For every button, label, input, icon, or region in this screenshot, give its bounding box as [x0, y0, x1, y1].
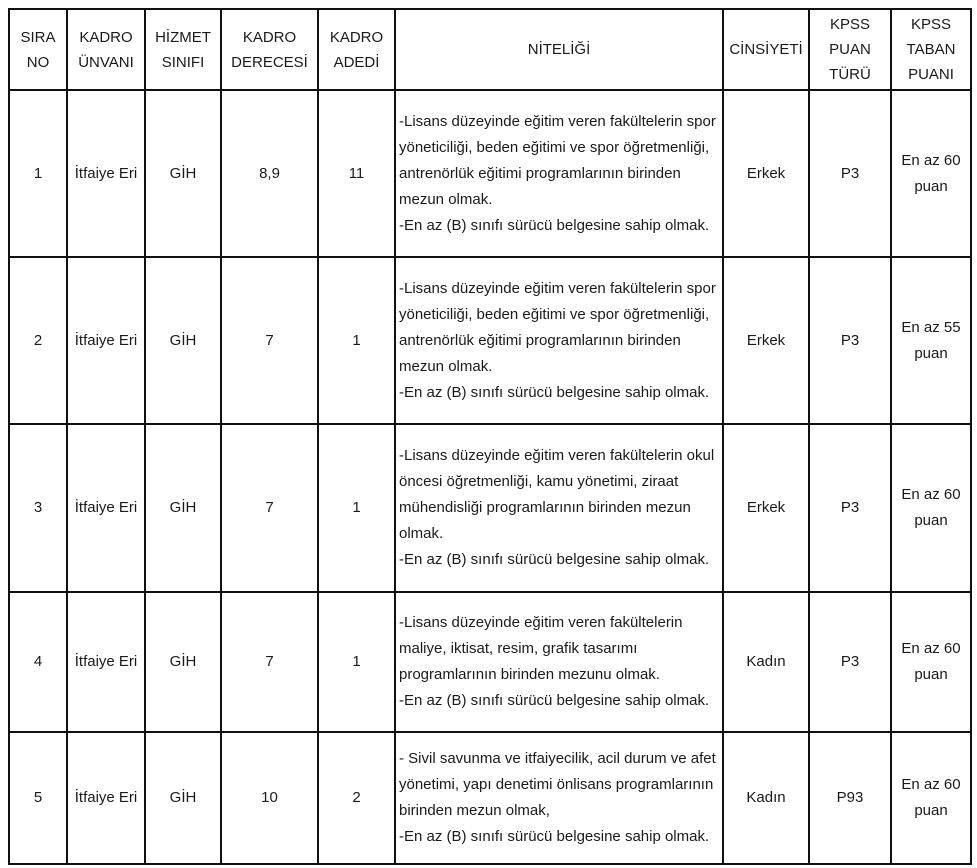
table-row: [9, 424, 971, 592]
cell-kpss-taban-puani: En az 60 puan: [891, 424, 971, 592]
cell-kadro-adedi: 1: [318, 592, 395, 732]
cell-kadro-derecesi: 7: [221, 424, 318, 592]
col-header-cinsiyeti: CİNSİYETİ: [723, 9, 809, 90]
cell-cinsiyeti: Kadın: [723, 592, 809, 732]
cell-hizmet-sinifi: GİH: [145, 257, 221, 424]
cell-kadro-unvani: İtfaiye Eri: [67, 424, 145, 592]
cell-kpss-puan-turu: P3: [809, 90, 891, 257]
col-header-kadro-unvani: KADRO ÜNVANI: [67, 9, 145, 90]
col-header-kadro-derecesi: KADRO DERECESİ: [221, 9, 318, 90]
cell-kadro-derecesi: 7: [221, 592, 318, 732]
table-row: [9, 90, 971, 257]
cell-niteligi: [395, 90, 723, 257]
qualification-item: -En az (B) sınıfı sürücü belgesine sahip olmak.: [399, 383, 710, 401]
col-header-kpss-puan-turu: KPSS PUAN TÜRÜ: [809, 9, 891, 90]
cell-niteligi: [395, 592, 723, 732]
col-header-kpss-taban-puani: KPSS TABAN PUANI: [891, 9, 971, 90]
col-header-sira-no: SIRA NO: [9, 9, 67, 90]
cell-hizmet-sinifi: GİH: [145, 592, 221, 732]
cell-niteligi: [395, 257, 723, 424]
table-row: [9, 732, 971, 864]
cell-kpss-taban-puani: En az 60 puan: [891, 592, 971, 732]
cell-hizmet-sinifi: GİH: [145, 90, 221, 257]
cell-niteligi: [395, 732, 723, 864]
qualification-item: -En az (B) sınıfı sürücü belgesine sahip olmak.: [399, 828, 710, 845]
cell-kadro-derecesi: 7: [221, 257, 318, 424]
cell-kadro-unvani: İtfaiye Eri: [67, 592, 145, 732]
cell-kadro-unvani: İtfaiye Eri: [67, 90, 145, 257]
cell-kpss-puan-turu: P3: [809, 424, 891, 592]
cell-kadro-unvani: İtfaiye Eri: [67, 257, 145, 424]
cell-sira-no: 3: [9, 424, 67, 592]
qualification-item: - Sivil savunma ve itfaiyecilik, acil durum ve afet yönetimi, yapı denetimi önlisans programlarının birinden mezun olmak,: [399, 750, 716, 819]
cell-kadro-derecesi: 8,9: [221, 90, 318, 257]
cell-sira-no: 2: [9, 257, 67, 424]
cell-kadro-adedi: 11: [318, 90, 395, 257]
cell-kadro-unvani: İtfaiye Eri: [67, 732, 145, 864]
cell-kpss-taban-puani: En az 60 puan: [891, 732, 971, 864]
qualification-item: -Lisans düzeyinde eğitim veren fakültelerin spor yöneticiliği, beden eğitimi ve spor öğretmenliği, antrenörlük eğitimi programlarının birinden mezun olmak.: [399, 279, 716, 375]
cell-niteligi: [395, 424, 723, 592]
cell-kpss-puan-turu: P3: [809, 257, 891, 424]
cell-sira-no: 4: [9, 592, 67, 732]
col-header-niteligi: NİTELİĞİ: [395, 9, 723, 90]
cell-hizmet-sinifi: GİH: [145, 424, 221, 592]
cell-cinsiyeti: Kadın: [723, 732, 809, 864]
cell-cinsiyeti: Erkek: [723, 424, 809, 592]
cell-cinsiyeti: Erkek: [723, 257, 809, 424]
cell-kadro-adedi: 2: [318, 732, 395, 864]
cell-sira-no: 1: [9, 90, 67, 257]
cell-hizmet-sinifi: GİH: [145, 732, 221, 864]
qualification-item: -En az (B) sınıfı sürücü belgesine sahip olmak.: [399, 216, 710, 234]
table-row: [9, 257, 971, 424]
job-postings-table: [8, 8, 972, 865]
cell-kpss-taban-puani: En az 60 puan: [891, 90, 971, 257]
cell-kadro-adedi: 1: [318, 424, 395, 592]
cell-kpss-puan-turu: P93: [809, 732, 891, 864]
qualification-item: -En az (B) sınıfı sürücü belgesine sahip olmak.: [399, 692, 710, 709]
qualification-item: -Lisans düzeyinde eğitim veren fakültelerin maliye, iktisat, resim, grafik tasarımı programlarının birinden mezunu olmak.: [399, 614, 683, 683]
cell-kadro-adedi: 1: [318, 257, 395, 424]
cell-kpss-taban-puani: En az 55 puan: [891, 257, 971, 424]
cell-cinsiyeti: Erkek: [723, 90, 809, 257]
qualification-item: -Lisans düzeyinde eğitim veren fakültelerin spor yöneticiliği, beden eğitimi ve spor öğretmenliği, antrenörlük eğitimi programlarının birinden mezun olmak.: [399, 112, 716, 208]
qualification-item: -En az (B) sınıfı sürücü belgesine sahip olmak.: [399, 551, 710, 568]
cell-kpss-puan-turu: P3: [809, 592, 891, 732]
cell-kadro-derecesi: 10: [221, 732, 318, 864]
cell-sira-no: 5: [9, 732, 67, 864]
col-header-hizmet-sinifi: HİZMET SINIFI: [145, 9, 221, 90]
qualification-item: -Lisans düzeyinde eğitim veren fakültelerin okul öncesi öğretmenliği, kamu yönetimi, ziraat mühendisliği programlarının birinden mezun olmak.: [399, 447, 715, 542]
table-row: [9, 592, 971, 732]
col-header-kadro-adedi: KADRO ADEDİ: [318, 9, 395, 90]
table-header-row: [9, 9, 971, 90]
